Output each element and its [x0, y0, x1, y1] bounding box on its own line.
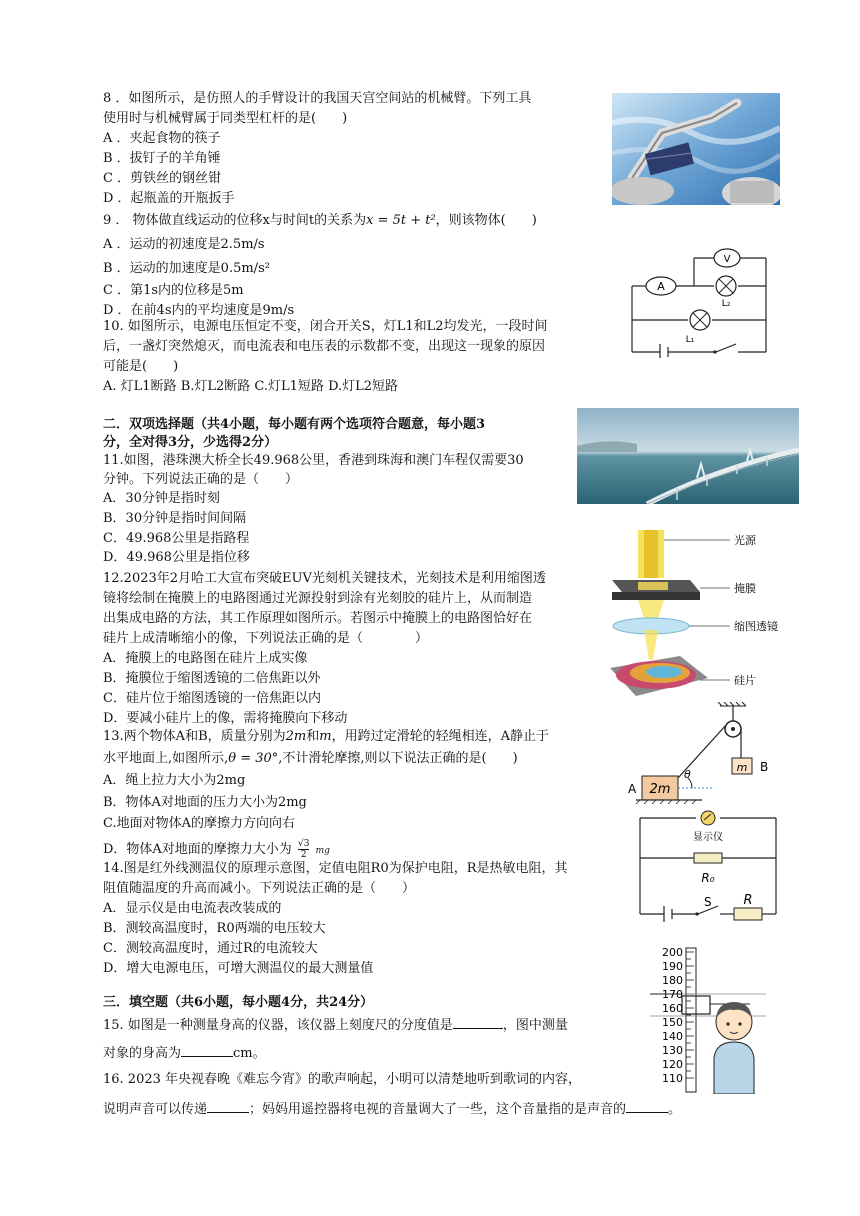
resistor-r0-label: R₀	[701, 871, 715, 885]
ruler-tick-label: 110	[662, 1072, 683, 1085]
label-light-source: 光源	[734, 534, 756, 547]
q13-option-b: B．物体A对地面的压力大小为2mg	[103, 795, 307, 810]
q14-stem-line1: 14.图是红外线测温仪的原理示意图，定值电阻R0为保护电阻，R是热敏电阻，其	[103, 861, 568, 876]
q14-option-a: A．显示仪是由电流表改装成的	[103, 901, 282, 916]
q13-fraction-numerator: √3	[297, 839, 310, 849]
q14-option-c: C．测较高温度时，通过R的电流较大	[103, 941, 318, 956]
ammeter-label: A	[657, 280, 665, 293]
q9-option-d: D ．在前4s内的平均速度是9m/s	[103, 303, 295, 318]
q8-option-a: A ．夹起食物的筷子	[103, 131, 221, 146]
lamp-l2-label: L₂	[721, 299, 731, 309]
q12-stem-line2: 镜将绘制在掩膜上的电路图通过光源投射到涂有光刻胶的硅片上，从而制造	[103, 591, 533, 606]
q8-option-b: B ．拔钉子的羊角锤	[103, 151, 221, 166]
q13-option-d-unit: mg	[315, 846, 330, 856]
q13-stem-part2: ，用跨过定滑轮的轻绳相连，A静止于	[331, 729, 549, 744]
height-measuring-figure	[646, 946, 770, 1094]
block-a-mass: 2m	[649, 782, 671, 797]
q16-stem-part3: 。	[668, 1102, 682, 1117]
q13-stem-line1	[103, 728, 549, 746]
circuit-diagram-lamps	[624, 244, 774, 358]
q11-option-c: C．49.968公里是指路程	[103, 531, 250, 546]
q10-options: A. 灯L1断路 B.灯L2断路 C.灯L1短路 D.灯L2短路	[103, 379, 399, 394]
thermometer-circuit-diagram	[636, 810, 782, 922]
label-wafer: 硅片	[734, 674, 756, 687]
ruler-tick-label: 200	[662, 946, 683, 959]
q14-option-b: B．测较高温度时，R0两端的电压较大	[103, 921, 326, 936]
robotic-arm-image	[612, 93, 780, 205]
q10-stem-line3: 可能是( )	[103, 359, 179, 374]
q9-option-a: A ．运动的初速度是2.5m/s	[103, 237, 265, 252]
block-a-label: A	[628, 782, 637, 796]
lamp-l1-label: L₁	[685, 335, 695, 345]
q12-stem-line1: 12.2023年2月哈工大宣布突破EUV光刻机关键技术，光刻技术是利用缩图透	[103, 571, 546, 586]
angle-theta-label: θ	[684, 768, 691, 781]
q12-option-d: D．要减小硅片上的像，需将掩膜向下移动	[103, 711, 348, 726]
pulley-diagram	[622, 702, 782, 806]
q13-theta: θ = 30°	[228, 751, 279, 766]
q12-option-b: B．掩膜位于缩图透镜的二倍焦距以外	[103, 671, 321, 686]
q11-stem-line2: 分钟。下列说法正确的是（ ）	[103, 472, 299, 487]
q13-option-d-text: D．物体A对地面的摩擦力大小为	[103, 842, 292, 857]
q14-option-d: D．增大电源电压，可增大测温仪的最大测量值	[103, 961, 374, 976]
lithography-diagram	[590, 528, 790, 700]
q16-stem-line2	[103, 1100, 681, 1119]
q13-option-c: C.地面对物体A的摩擦力方向向右	[103, 816, 296, 831]
ruler-tick-label: 190	[662, 960, 683, 973]
q13-stem-line2	[103, 750, 518, 768]
q15-blank-resolution[interactable]	[453, 1016, 503, 1029]
ruler-tick-label: 120	[662, 1058, 683, 1071]
q16-stem-part1: 说明声音可以传递	[103, 1102, 208, 1117]
section3-heading: 三．填空题（共6小题，每小题4分，共24分）	[103, 995, 374, 1010]
q16-stem-line1: 16. 2023 年央视春晚《难忘今宵》的歌声响起，小明可以清楚地听到歌词的内容，	[103, 1072, 582, 1087]
label-reduction-lens: 缩图透镜	[734, 620, 778, 633]
q9-stem-suffix: ，则该物体( )	[435, 213, 537, 228]
q8-stem-line1: 8 ．如图所示，是仿照人的手臂设计的我国天宫空间站的机械臂。下列工具	[103, 91, 532, 106]
q16-blank-loudness[interactable]	[626, 1100, 668, 1113]
q11-option-b: B．30分钟是指时间间隔	[103, 511, 247, 526]
display-meter-label: 显示仪	[693, 832, 723, 843]
q11-stem-line1: 11.如图，港珠澳大桥全长49.968公里，香港到珠海和澳门车程仅需要30	[103, 453, 524, 468]
q15-blank-height[interactable]	[181, 1044, 233, 1057]
q13-stem-and: 和	[306, 729, 320, 744]
ruler-tick-label: 140	[662, 1030, 683, 1043]
q13-fraction-denominator: 2	[300, 850, 307, 860]
section2-heading-line1: 二．双项选择题（共4小题，每小题有两个选项符合题意，每小题3	[103, 417, 486, 432]
q16-blank-information[interactable]	[207, 1100, 249, 1113]
q9-formula: x = 5t + t²	[366, 213, 436, 228]
q12-stem-line4: 硅片上成清晰缩小的像，下列说法正确的是（ ）	[103, 631, 429, 646]
q14-stem-line2: 阻值随温度的升高而减小。下列说法正确的是（ ）	[103, 881, 416, 896]
q16-stem-part2: ；妈妈用遥控器将电视的音量调大了一些，这个音量指的是声音的	[249, 1102, 627, 1117]
section2-heading-line2: 分，全对得3分，少选得2分）	[103, 435, 278, 450]
q12-option-a: A．掩膜上的电路图在硅片上成实像	[103, 651, 308, 666]
q13-stem-part1: 13.两个物体A和B，质量分别为	[103, 729, 286, 744]
q8-option-c: C ．剪铁丝的钢丝钳	[103, 171, 222, 186]
ruler-tick-label: 160	[662, 1002, 683, 1015]
q15-stem-part1: 15. 如图是一种测量身高的仪器，该仪器上刻度尺的分度值是	[103, 1018, 453, 1033]
q13-option-a: A．绳上拉力大小为2mg	[103, 773, 246, 788]
q15-stem-part4: cm。	[233, 1046, 266, 1061]
q13-stem-part4: ,不计滑轮摩擦,则以下说法正确的是( )	[278, 751, 518, 766]
q15-stem-part3: 对象的身高为	[103, 1046, 182, 1061]
block-b-mass: m	[736, 761, 748, 774]
q15-stem-part2: ，图中测量	[502, 1018, 568, 1033]
q10-stem-line1: 10. 如图所示，电源电压恒定不变，闭合开关S，灯L1和L2均发光，一段时间	[103, 319, 548, 334]
q8-stem-line2: 使用时与机械臂属于同类型杠杆的是( )	[103, 111, 348, 126]
q12-option-c: C．硅片位于缩图透镜的一倍焦距以内	[103, 691, 321, 706]
q12-stem-line3: 出集成电路的方法，其工作原理如图所示。若图示中掩膜上的电路图恰好在	[103, 611, 533, 626]
q9-option-c: C ．第1s内的位移是5m	[103, 283, 244, 298]
voltmeter-label: V	[723, 254, 731, 265]
switch-s-label: S	[704, 895, 712, 909]
q11-option-d: D．49.968公里是指位移	[103, 550, 250, 565]
ruler-tick-label: 150	[662, 1016, 683, 1029]
bridge-image	[577, 408, 799, 504]
q13-mass-m: m	[319, 729, 332, 744]
ruler-tick-label: 170	[662, 988, 683, 1001]
label-mask: 掩膜	[734, 582, 756, 595]
q9-stem	[103, 212, 537, 230]
q13-fraction	[298, 839, 309, 860]
ruler-tick-label: 130	[662, 1044, 683, 1057]
thermistor-r-label: R	[743, 893, 753, 908]
block-b-label: B	[760, 760, 769, 774]
q10-stem-line2: 后，一盏灯突然熄灭，而电流表和电压表的示数都不变，出现这一现象的原因	[103, 339, 546, 354]
q8-option-d: D ．起瓶盖的开瓶扳手	[103, 191, 235, 206]
q13-stem-part3: 水平地面上,如图所示,	[103, 751, 229, 766]
q13-mass-2m: 2m	[285, 729, 307, 744]
q9-stem-prefix: 9 ． 物体做直线运动的位移x与时间t的关系为	[103, 213, 367, 228]
ruler-tick-label: 180	[662, 974, 683, 987]
q15-stem-line1	[103, 1016, 568, 1035]
q11-option-a: A．30分钟是指时刻	[103, 491, 220, 506]
q9-option-b: B ．运动的加速度是0.5m/s²	[103, 261, 270, 276]
q15-stem-line2	[103, 1044, 266, 1063]
